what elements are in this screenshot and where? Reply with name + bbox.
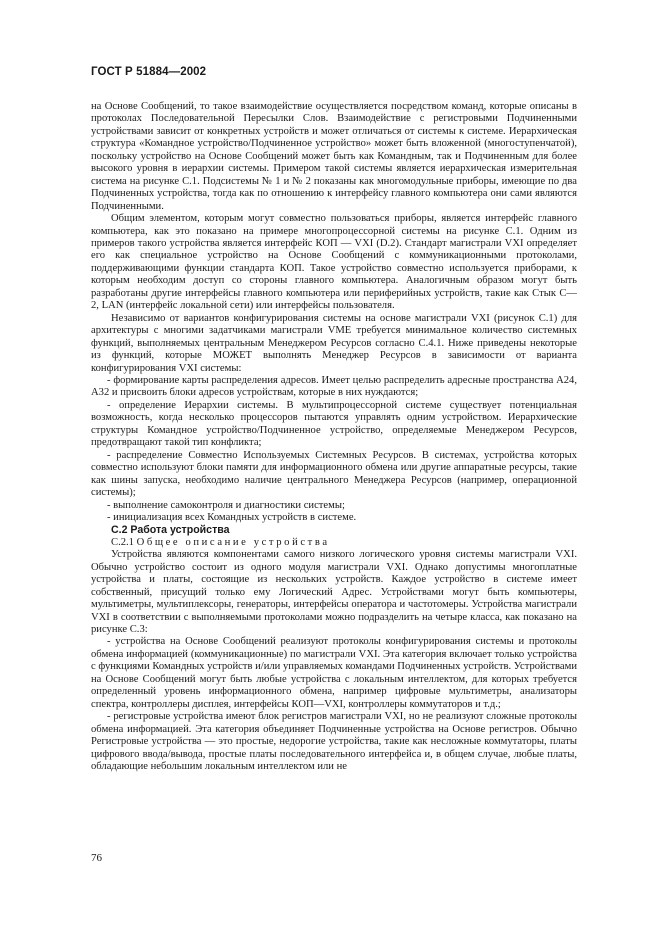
paragraph: Общим элементом, которым могут совместно пользоваться приборы, является интерфейс главного компьютера, как это показано на примере многопроцессорной системы на рисунке С.1. Одним из примеров такого устройства является интерфейс КОП — VXI (D.2). Стандарт магистрали VXI определяет его как специальное устройство на Основе Сообщений с коммуникационными протоколами, поддерживающими функции стандарта КОП. Такое устройство совместно используется приборами, к которым необходим доступ со стороны главного компьютера. Аналогичным образом могут быть разработаны другие интерфейсы главного компьютера или периферийных устройств, такие как Стык С—2, LAN (интерфейс локальной сети) или интерфейсы пользователя. [91,213,577,312]
document-header [91,66,206,78]
section-heading: С.2 Работа устройства [111,524,230,537]
list-item: - выполнение самоконтроля и диагностики системы; [107,499,345,511]
subsection-number: С.2.1 [111,536,137,548]
paragraph: Независимо от вариантов конфигурирования системы на основе магистрали VXI (рисунок С.1) для архитектуры с многими задатчиками магистрали VME требуется минимальное количество системных функций, выполняемых центральным Менеджером Ресурсов согласно С.4.1. Ниже приведены некоторые из функций, которые МОЖЕТ выполнять Менеджер Ресурсов в зависимости от варианта конфигурирования VXI системы: [91,312,577,374]
list-item: - устройства на Основе Сообщений реализуют протоколы конфигурирования системы и протоколы обмена информацией (коммуникационные) по магистрали VXI. Эта категория включает только устройства с функциями Командных устройств и/или управляемых командами Подчиненных устройств. Устройствами на Основе Сообщений могут быть любые устройства с локальным интеллектом, для которых требуется определенный уровень информационного обмена, например цифровые мультиметры, анализаторы спектра, контроллеры дисплея, интерфейсы КОП—VXI, контроллеры коммутаторов и т.д.; [91,636,577,710]
page-number: 76 [91,852,102,864]
subsection-title: Общее описание устройства [136,536,330,548]
paragraph: Устройства являются компонентами самого низкого логического уровня системы магистрали VXI. Обычно устройство состоит из одного модуля магистрали VXI. Однако допустимы многоплатные устройства и платы, состоящие из нескольких устройств. Каждое устройство в системе имеет собственный, присущий только ему Логический Адрес. Устройствами могут быть компьютеры, мультиметры, мультиплексоры, генераторы, интерфейсы оператора и частотомеры. Устройства магистрали VXI в соответствии с выполняемыми протоколами можно подразделить на четыре класса, как показано на рисунке С.3: [91,549,577,636]
list-item: - регистровые устройства имеют блок регистров магистрали VXI, но не реализуют сложные протоколы обмена информацией. Эта категория объединяет Подчиненные устройства на Основе регистров. Обычно Регистровые устройства — это простые, недорогие устройства, такие как несложные коммутаторы, платы цифрового ввода/вывода, простые платы последовательного интерфейса и, в общем случае, любые платы, обладающие небольшим локальным интеллектом или не [91,711,577,773]
paragraph: на Основе Сообщений, то такое взаимодействие осуществляется посредством команд, которые описаны в протоколах Последовательной Пересылки Слов. Взаимодействие с регистровыми Подчиненными устройствами зависит от конкретных устройств и может отличаться от системы к системе. Иерархическая структура «Командное устройство/Подчиненное устройство» может быть вложенной (многоступенчатой), поскольку устройство на Основе Сообщений может быть как Командным, так и Подчиненным для более высокого уровня в иерархии системы. Примером такой системы является иерархическая измерительная система на рисунке С.1. Подсистемы № 1 и № 2 показаны как многомодульные приборы, имеющие по два Подчиненных устройства, тогда как по отношению к интерфейсу главного компьютера они сами являются Подчиненными. [91,101,577,212]
standard-code: ГОСТ Р 51884—2002 [91,66,207,78]
list-item: - формирование карты распределения адресов. Имеет целью распределить адресные пространства А24, А32 и присвоить блоки адресов устройствам, которые в них нуждаются; [91,374,577,399]
list-item: - определение Иерархии системы. В мультипроцессорной системе существует потенциальная возможность, когда несколько процессоров пытаются управлять одним устройством. Иерархические структуры Командное устройство/Подчиненное устройство, определяемые Менеджером Ресурсов, предотвращают такой тип конфликта; [91,399,577,449]
page-body [91,101,577,773]
list-item: - инициализация всех Командных устройств в системе. [107,511,357,523]
list-item: - распределение Совместно Используемых Системных Ресурсов. В системах, устройства которых совместно используют блоки памяти для информационного обмена или другие аппаратные ресурсы, такие как шины запуска, необходимо наличие центрального Менеджера Ресурсов (например, операционной системы); [91,449,577,499]
subsection-heading [91,537,577,549]
